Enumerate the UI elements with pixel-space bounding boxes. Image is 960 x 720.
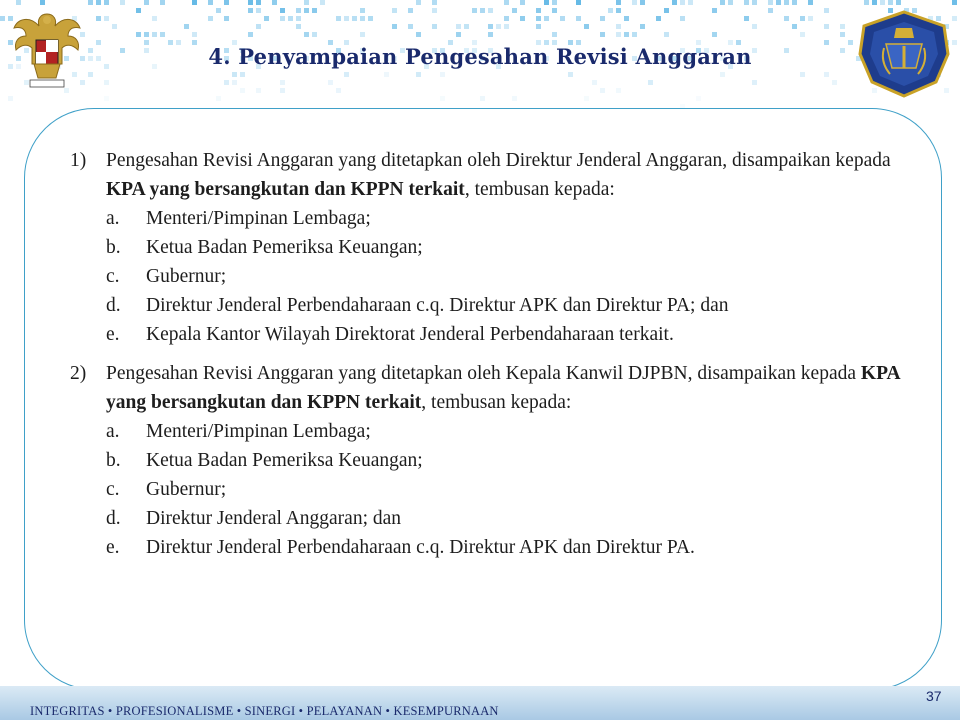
content-list bbox=[70, 146, 920, 562]
item-text bbox=[106, 146, 920, 204]
sub-list-item bbox=[106, 291, 920, 320]
sub-item-text: Ketua Badan Pemeriksa Keuangan; bbox=[146, 237, 423, 258]
sub-item-letter: c. bbox=[106, 479, 120, 500]
sub-item-text: Menteri/Pimpinan Lembaga; bbox=[146, 208, 371, 229]
sub-item-letter: b. bbox=[106, 450, 121, 471]
item-text-bold: KPA yang bersangkutan dan KPPN terkait bbox=[106, 179, 465, 200]
sub-item-text: Direktur Jenderal Perbendaharaan c.q. Direktur APK dan Direktur PA. bbox=[146, 537, 695, 558]
sub-item-letter: e. bbox=[106, 537, 120, 558]
sub-list-item bbox=[106, 446, 920, 475]
sub-list-item bbox=[106, 320, 920, 349]
sub-item-text: Kepala Kantor Wilayah Direktorat Jenderal Perbendaharaan terkait. bbox=[146, 324, 674, 345]
sub-item-letter: d. bbox=[106, 508, 121, 529]
sub-list-item bbox=[106, 262, 920, 291]
sub-list-item bbox=[106, 504, 920, 533]
sub-item-letter: d. bbox=[106, 295, 121, 316]
item-text-before: Pengesahan Revisi Anggaran yang ditetapkan oleh Kepala Kanwil DJPBN, disampaikan kepada bbox=[106, 363, 861, 384]
sub-item-letter: e. bbox=[106, 324, 120, 345]
list-item bbox=[70, 359, 920, 562]
item-text-after: , tembusan kepada: bbox=[464, 179, 615, 200]
item-text-bold: KPA yang bersangkutan dan KPPN terkait bbox=[106, 363, 900, 413]
sub-list-item bbox=[106, 533, 920, 562]
sub-item-letter: a. bbox=[106, 421, 120, 442]
sub-item-text: Gubernur; bbox=[146, 479, 227, 500]
item-number: 2) bbox=[70, 363, 87, 384]
sub-list-item bbox=[106, 475, 920, 504]
sub-item-text: Direktur Jenderal Perbendaharaan c.q. Direktur APK dan Direktur PA; dan bbox=[146, 295, 729, 316]
item-text-after: , tembusan kepada: bbox=[421, 392, 572, 413]
sub-item-letter: a. bbox=[106, 208, 120, 229]
sub-item-text: Direktur Jenderal Anggaran; dan bbox=[146, 508, 402, 529]
slide-title: 4. Penyampaian Pengesahan Revisi Anggaran bbox=[208, 44, 752, 69]
sub-item-text: Menteri/Pimpinan Lembaga; bbox=[146, 421, 371, 442]
sub-item-letter: c. bbox=[106, 266, 120, 287]
sub-item-text: Ketua Badan Pemeriksa Keuangan; bbox=[146, 450, 423, 471]
item-text bbox=[106, 359, 920, 417]
footer-motto: INTEGRITAS • PROFESIONALISME • SINERGI • PELAYANAN • KESEMPURNAAN bbox=[30, 704, 499, 718]
sub-list-item bbox=[106, 417, 920, 446]
list-item bbox=[70, 146, 920, 349]
item-number: 1) bbox=[70, 150, 87, 171]
sub-list bbox=[106, 204, 920, 349]
page-number: 37 bbox=[926, 688, 942, 704]
sub-list-item bbox=[106, 204, 920, 233]
sub-item-letter: b. bbox=[106, 237, 121, 258]
item-text-before: Pengesahan Revisi Anggaran yang ditetapkan oleh Direktur Jenderal Anggaran, disampaikan kepada bbox=[106, 150, 891, 171]
sub-list-item bbox=[106, 233, 920, 262]
sub-list bbox=[106, 417, 920, 562]
sub-item-text: Gubernur; bbox=[146, 266, 227, 287]
